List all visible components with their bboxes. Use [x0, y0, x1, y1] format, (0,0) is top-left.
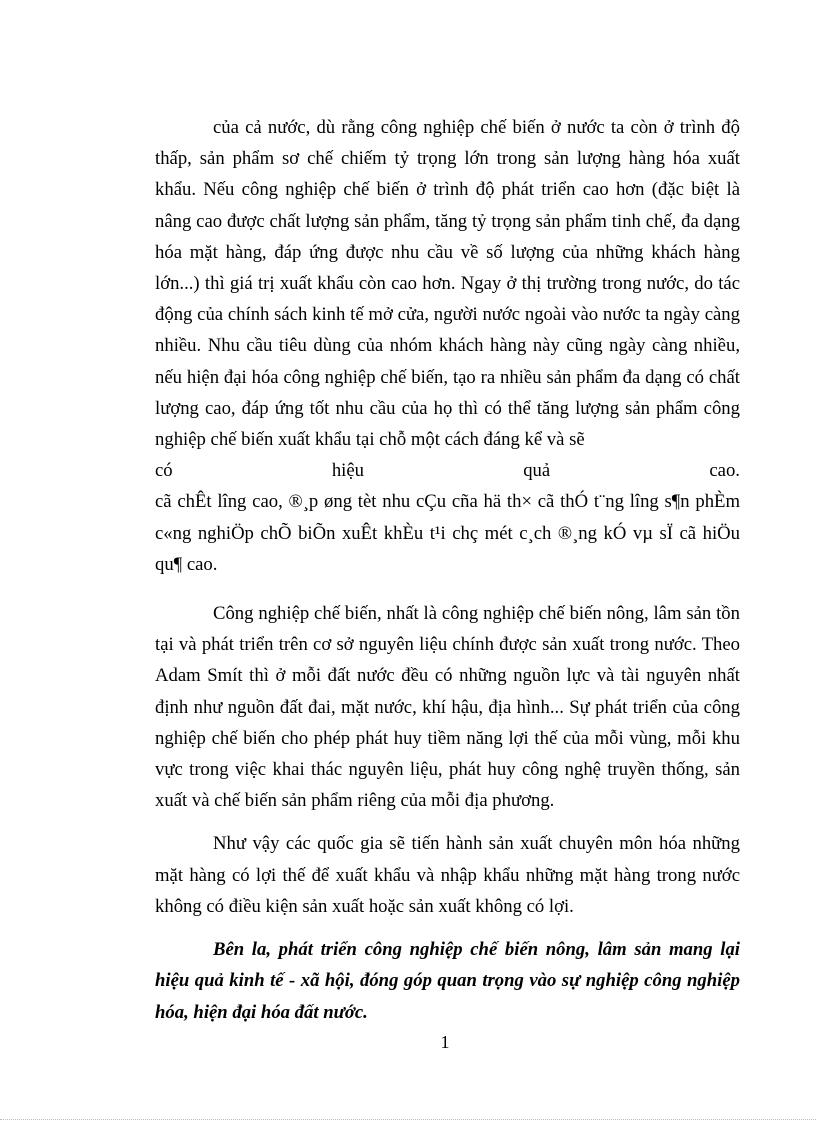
paragraph: Công nghiệp chế biến, nhất là công nghiệp chế biến nông, lâm sản tồn tại và phát triển trên cơ sở nguyên liệu chính được sản xuất trong nước. Theo Adam Smít thì ở mỗi đất nước đều có những nguồn lực và tài nguyên nhất định như nguồn đất đai, mặt nước, khí hậu, địa hình... Sự phát triển của công nghiệp chế biến cho phép phát huy tiềm năng lợi thế của mỗi vùng, mỗi khu vực trong việc khai thác nguyên liệu, phát huy công nghệ truyền thống, sản xuất và chế biến sản phẩm riêng của mỗi địa phương. [155, 602, 740, 812]
page-number: 1 [440, 1032, 450, 1052]
paragraph: của cả nước, dù rằng công nghiệp chế biến ở nước ta còn ở trình độ thấp, sản phẩm sơ chế chiếm tỷ trọng lớn trong sản lượng hàng hóa xuất khẩu. Nếu công nghiệp chế biến ở trình độ phát triển cao hơn (đặc biệt là nâng cao được chất lượng sản phẩm, tăng tỷ trọng sản phẩm tinh chế, đa dạng hóa mặt hàng, đáp ứng được nhu cầu về số lượng của những khách hàng lớn...) thì giá trị xuất khẩu còn cao hơn. Ngay ở thị trường trong nước, do tác động của chính sách kinh tế mở cửa, người nước ngoài vào nước ta ngày càng nhiều. Nhu cầu tiêu dùng của nhóm khách hàng này cũng ngày càng nhiều, nếu hiện đại hóa công nghiệp chế biến, tạo ra nhiều sản phẩm đa dạng có chất lượng cao, đáp ứng tốt nhu cầu của họ thì có thể tăng lượng sản phẩm công nghiệp chế biến xuất khẩu tại chỗ một cách đáng kể và sẽ [155, 117, 740, 451]
justified-last-line [155, 455, 740, 486]
spread-word: quả [523, 460, 551, 482]
spread-word: cao. [709, 460, 740, 482]
paragraph-spacer [155, 581, 740, 598]
spread-word: hiệu [331, 460, 365, 482]
spread-word: có [155, 460, 173, 482]
paragraph-spacer [155, 816, 740, 828]
paragraph-spacer [155, 922, 740, 934]
body-text [155, 112, 740, 1028]
emphasized-paragraph: Bên la, phát triển công nghiệp chế biến nông, lâm sản mang lại hiệu quả kinh tế - xã hội, đóng góp quan trọng vào sự nghiệp công nghiệp hóa, hiện đại hóa đất nước. [155, 938, 740, 1023]
page-bottom-divider [0, 1119, 816, 1120]
garbled-encoding-text: cã chÊt lîng cao, ®¸p øng tèt nhu cÇu cña hä th× cã thÓ t¨ng lîng s¶n phÈm c«ng nghiÖp chÕ biÕn xuÊt khÈu t¹i chç mét c¸ch ®¸ng kÓ vµ sÏ cã hiÖu qu¶ cao. [155, 491, 740, 576]
paragraph: Như vậy các quốc gia sẽ tiến hành sản xuất chuyên môn hóa những mặt hàng có lợi thế để xuất khẩu và nhập khẩu những mặt hàng trong nước không có điều kiện sản xuất hoặc sản xuất không có lợi. [155, 833, 740, 917]
